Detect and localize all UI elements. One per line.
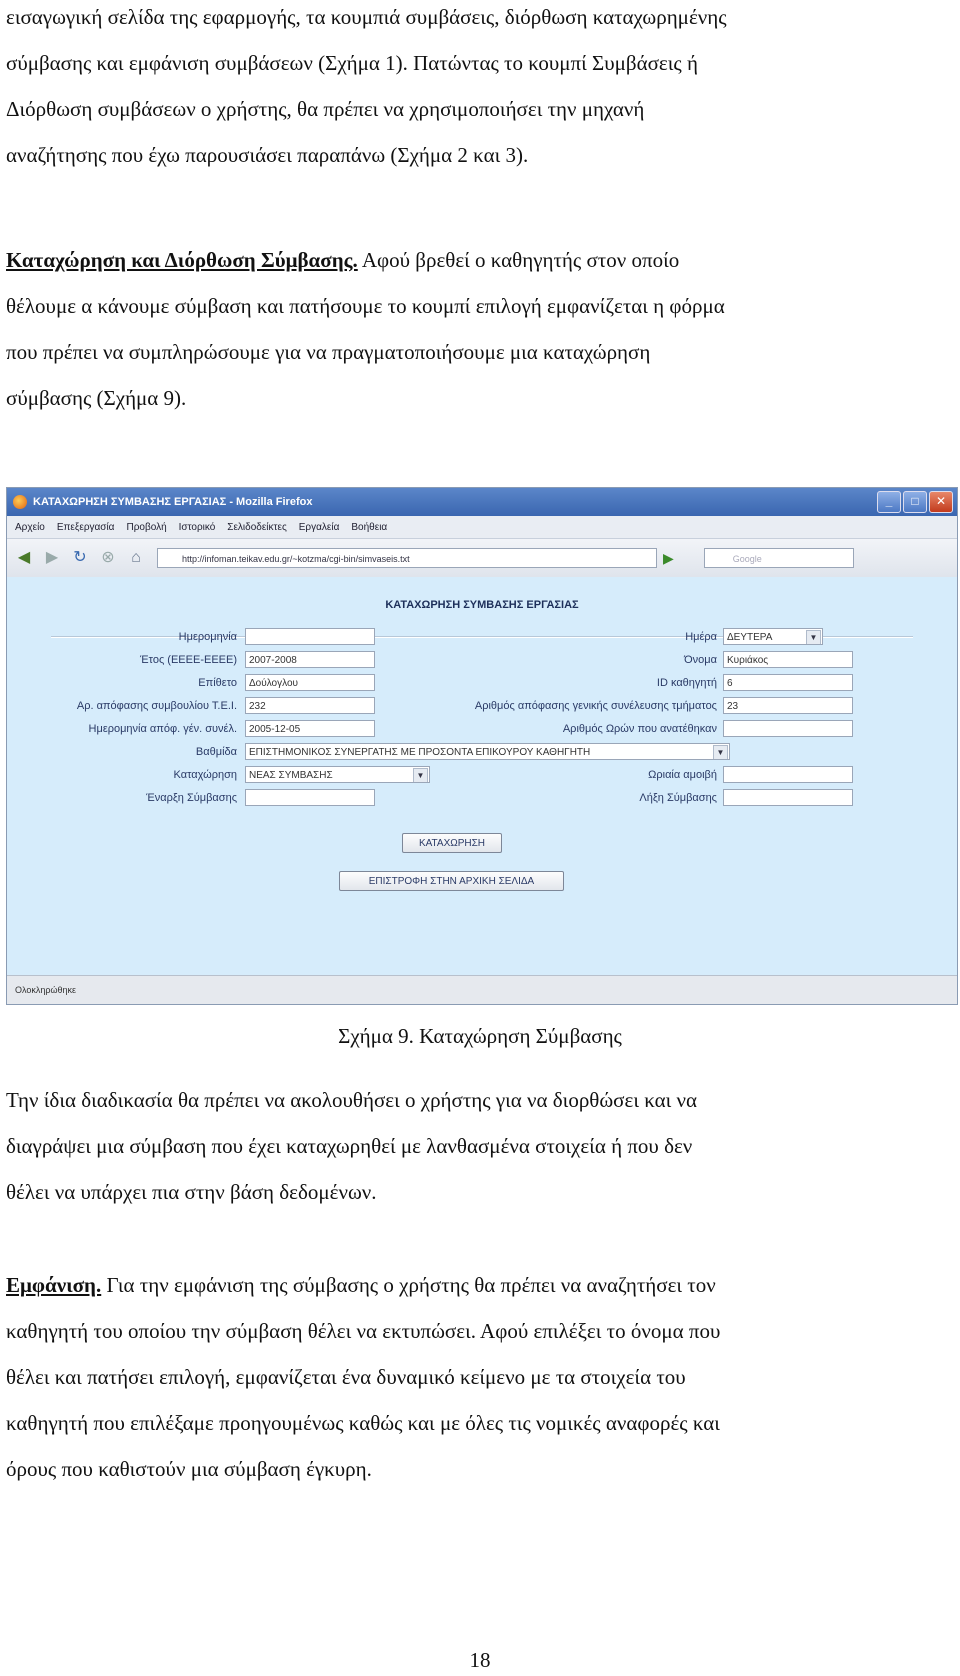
text-span: Αφού βρεθεί ο καθηγητής στον οποίο xyxy=(357,248,680,272)
text-line: θέλει και πατήσει επιλογή, εμφανίζεται ένα δυναμικό κείμενο με τα στοιχεία του xyxy=(6,1365,686,1389)
text-line: καθηγητή του οποίου την σύμβαση θέλει να εκτυπώσει. Αφού επιλέξει το όνομα που xyxy=(6,1319,721,1343)
minimize-icon[interactable]: _ xyxy=(877,491,901,513)
end-label: Λήξη Σύμβασης xyxy=(639,792,717,804)
menu-item[interactable]: Ιστορικό xyxy=(178,521,216,533)
search-input[interactable]: Google xyxy=(704,548,854,568)
browser-window-figure xyxy=(6,487,958,1005)
text-line: διαγράψει μια σύμβαση που έχει καταχωρηθεί με λανθασμένα στοιχεία ή που δεν xyxy=(6,1134,693,1158)
window-controls xyxy=(877,491,953,513)
status-bar: Ολοκληρώθηκε xyxy=(7,975,957,1004)
day-select[interactable] xyxy=(723,628,823,645)
name-field[interactable]: Κυριάκος xyxy=(723,651,853,668)
date-field[interactable] xyxy=(245,628,375,645)
start-field[interactable] xyxy=(245,789,375,806)
go-icon[interactable]: ▶ xyxy=(663,549,674,566)
year-label: Έτος (ΕΕΕΕ-ΕΕΕΕ) xyxy=(140,654,237,666)
submit-button[interactable]: ΚΑΤΑΧΩΡΗΣΗ xyxy=(402,833,502,853)
general-decision-field[interactable]: 23 xyxy=(723,697,853,714)
text-line xyxy=(6,1262,956,1308)
end-field[interactable] xyxy=(723,789,853,806)
intro-paragraph xyxy=(6,0,956,178)
hours-label: Αριθμός Ωρών που ανατέθηκαν xyxy=(562,723,717,735)
chevron-down-icon[interactable]: ▼ xyxy=(806,630,821,645)
window-titlebar xyxy=(7,488,957,516)
text-span: Για την εμφάνιση της σύμβασης ο χρήστης θα πρέπει να αναζητήσει τον xyxy=(101,1273,716,1297)
id-field[interactable]: 6 xyxy=(723,674,853,691)
rank-label: Βαθμίδα xyxy=(195,746,237,758)
id-label: ID καθηγητή xyxy=(656,677,717,689)
general-decision-label: Αριθμός απόφασης γενικής συνέλευσης τμήματος xyxy=(474,700,717,712)
menu-item[interactable]: Προβολή xyxy=(126,521,167,533)
surname-label: Επίθετο xyxy=(198,677,237,689)
menu-item[interactable]: Βοήθεια xyxy=(351,521,388,533)
back-to-home-button[interactable]: ΕΠΙΣΤΡΟΦΗ ΣΤΗΝ ΑΡΧΙΚΗ ΣΕΛΙΔΑ xyxy=(339,871,564,891)
text-line: σύμβασης (Σχήμα 9). xyxy=(6,386,187,410)
navigation-toolbar xyxy=(7,539,957,578)
rank-value: ΕΠΙΣΤΗΜΟΝΙΚΟΣ ΣΥΝΕΡΓΑΤΗΣ ΜΕ ΠΡΟΣΟΝΤΑ ΕΠΙΚΟΥΡΟΥ ΚΑΘΗΓΗΤΗ xyxy=(249,747,591,758)
text-line: εισαγωγική σελίδα της εφαρμογής, τα κουμπιά συμβάσεις, διόρθωση καταχωρημένης xyxy=(6,5,727,29)
text-line: θέλει να υπάρχει πια στην βάση δεδομένων. xyxy=(6,1180,377,1204)
text-line: Διόρθωση συμβάσεων ο χρήστης, θα πρέπει να χρησιμοποιήσει την μηχανή xyxy=(6,97,645,121)
day-label: Ημέρα xyxy=(685,631,717,643)
surname-field[interactable]: Δούλογλου xyxy=(245,674,375,691)
text-line: Την ίδια διαδικασία θα πρέπει να ακολουθήσει ο χρήστης για να διορθώσει και να xyxy=(6,1088,698,1112)
menu-bar xyxy=(7,516,957,539)
text-line: που πρέπει να συμπληρώσουμε για να πραγματοποιήσουμε μια καταχώρηση xyxy=(6,340,651,364)
text-line: όρους που καθιστούν μια σύμβαση έγκυρη. xyxy=(6,1457,372,1481)
window-title: ΚΑΤΑΧΩΡΗΣΗ ΣΥΜΒΑΣΗΣ ΕΡΓΑΣΙΑΣ - Mozilla Firefox xyxy=(33,496,313,508)
menu-item[interactable]: Εργαλεία xyxy=(298,521,340,533)
forward-icon[interactable]: ▶ xyxy=(45,549,59,566)
back-icon[interactable]: ◀ xyxy=(17,549,31,566)
entry-value: ΝΕΑΣ ΣΥΜΒΑΣΗΣ xyxy=(249,770,333,781)
text-line: καθηγητή που επιλέξαμε προηγουμένως καθώς και με όλες τις νομικές αναφορές και xyxy=(6,1411,720,1435)
menu-item[interactable]: Αρχείο xyxy=(15,521,45,533)
home-icon[interactable]: ⌂ xyxy=(131,549,141,566)
rank-select[interactable] xyxy=(245,743,730,760)
page-content xyxy=(7,577,957,975)
decision-date-label: Ημερομηνία απόφ. γέν. συνέλ. xyxy=(88,723,237,735)
chevron-down-icon[interactable]: ▼ xyxy=(413,768,428,783)
name-label: Όνομα xyxy=(684,654,717,666)
entry-select[interactable] xyxy=(245,766,430,783)
decision-date-field[interactable]: 2005-12-05 xyxy=(245,720,375,737)
start-label: Έναρξη Σύμβασης xyxy=(146,792,237,804)
firefox-icon xyxy=(13,495,27,509)
section-heading: Εμφάνιση. xyxy=(6,1273,102,1297)
section-display xyxy=(6,1262,956,1492)
hours-field[interactable] xyxy=(723,720,853,737)
decision-field[interactable]: 232 xyxy=(245,697,375,714)
text-line: θέλουμε α κάνουμε σύμβαση και πατήσουμε το κουμπί επιλογή εμφανίζεται η φόρμα xyxy=(6,294,725,318)
close-icon[interactable]: ✕ xyxy=(929,491,953,513)
year-field[interactable]: 2007-2008 xyxy=(245,651,375,668)
address-bar[interactable]: http://infoman.teikav.edu.gr/~kotzma/cgi-bin/simvaseis.txt xyxy=(157,548,657,568)
page-number: 18 xyxy=(469,1648,491,1672)
decision-label: Αρ. απόφασης συμβουλίου Τ.Ε.Ι. xyxy=(76,700,237,712)
figure-caption: Σχήμα 9. Καταχώρηση Σύμβασης xyxy=(338,1024,622,1048)
section-registration xyxy=(6,237,956,421)
hourly-field[interactable] xyxy=(723,766,853,783)
edit-paragraph xyxy=(6,1077,956,1215)
menu-item[interactable]: Επεξεργασία xyxy=(56,521,115,533)
form-title: ΚΑΤΑΧΩΡΗΣΗ ΣΥΜΒΑΣΗΣ ΕΡΓΑΣΙΑΣ xyxy=(385,599,579,611)
hourly-label: Ωριαία αμοιβή xyxy=(648,769,717,781)
menu-item[interactable]: Σελιδοδείκτες xyxy=(227,521,287,533)
text-line xyxy=(6,237,956,283)
section-heading: Καταχώρηση και Διόρθωση Σύμβασης. xyxy=(6,248,358,272)
reload-icon[interactable]: ↻ xyxy=(73,549,87,566)
text-line: αναζήτησης που έχω παρουσιάσει παραπάνω (Σχήμα 2 και 3). xyxy=(6,143,529,167)
chevron-down-icon[interactable]: ▼ xyxy=(713,745,728,760)
entry-label: Καταχώρηση xyxy=(173,769,237,781)
day-value: ΔΕΥΤΕΡΑ xyxy=(727,632,773,643)
text-line: σύμβασης και εμφάνιση συμβάσεων (Σχήμα 1). Πατώντας το κουμπί Συμβάσεις ή xyxy=(6,51,698,75)
stop-icon[interactable]: ⊗ xyxy=(101,549,115,566)
date-label: Ημερομηνία xyxy=(178,631,237,643)
maximize-icon[interactable]: □ xyxy=(903,491,927,513)
